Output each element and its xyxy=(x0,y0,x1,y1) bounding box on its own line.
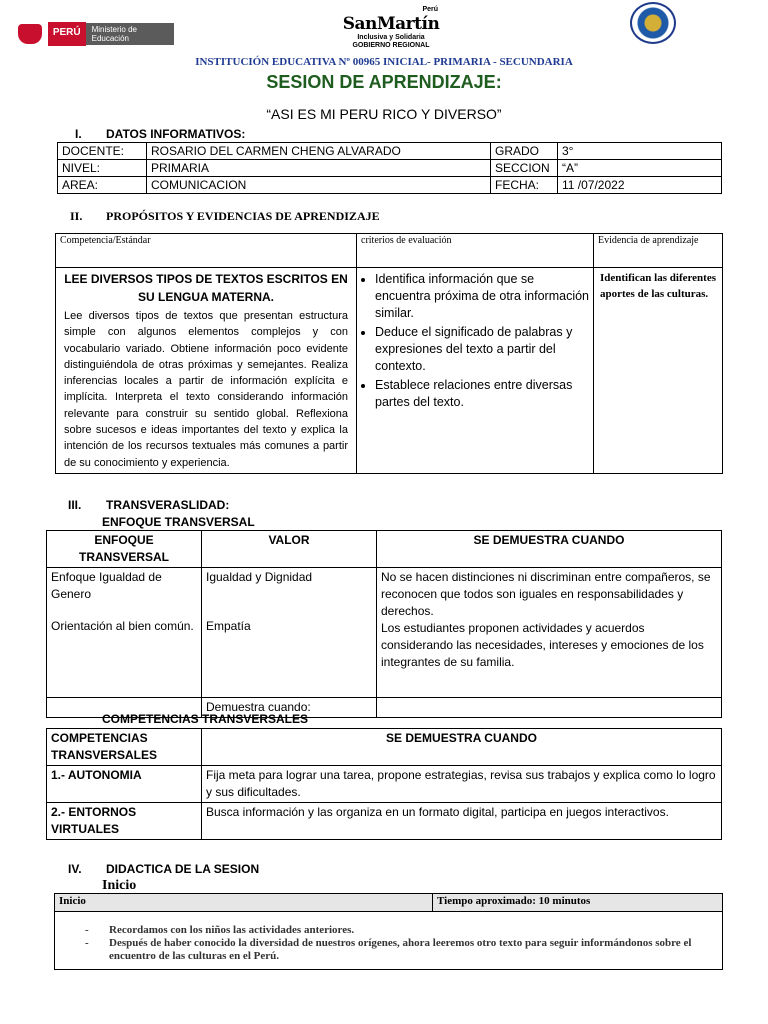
header-valor: VALOR xyxy=(202,531,377,568)
competencia-autonomia-text: Fija meta para lograr una tarea, propone estrategias, revisa sus trabajos y explica como lo logro y sus dificultades. xyxy=(202,766,722,803)
peru-shield-icon xyxy=(14,22,44,46)
competencia-title: LEE DIVERSOS TIPOS DE TEXTOS ESCRITOS EN SU LENGUA MATERNA. xyxy=(64,272,348,304)
criterio-item: • Identifica información que se encuentra próxima de otra información similar. xyxy=(375,271,589,322)
criterios-cell xyxy=(357,268,594,474)
seccion-value: “A” xyxy=(558,160,722,177)
nivel-value: PRIMARIA xyxy=(147,160,491,177)
competencia-entornos-text: Busca información y las organiza en un formato digital, participa en juegos interactivos. xyxy=(202,803,722,840)
valor-1: Igualdad y Dignidad xyxy=(206,570,313,584)
section1-title: DATOS INFORMATIVOS: xyxy=(106,127,246,141)
section4-title: DIDACTICA DE LA SESION xyxy=(106,862,260,876)
header-criterios: criterios de evaluación xyxy=(357,234,594,268)
docente-label: DOCENTE: xyxy=(58,143,147,160)
ministry-label: Ministerio de Educación xyxy=(86,23,174,45)
header-inicio: Inicio xyxy=(55,894,433,912)
section4-subtitle: Inicio xyxy=(102,878,137,893)
valor-cell xyxy=(202,568,377,698)
grado-value: 3° xyxy=(558,143,722,160)
grado-label: GRADO xyxy=(491,143,558,160)
section1-num: I. xyxy=(75,127,82,141)
section3-title: TRANSVERASLIDAD: xyxy=(106,498,230,512)
nivel-label: NIVEL: xyxy=(58,160,147,177)
inicio-item: - Después de haber conocido la diversidad de nuestros orígenes, ahora leeremos otro texto para seguir informándonos sobre el encuentro de las culturas en el Perú. xyxy=(85,937,692,962)
enfoque-2: Orientación al bien común. xyxy=(51,619,194,633)
docente-value: ROSARIO DEL CARMEN CHENG ALVARADO xyxy=(147,143,491,160)
region-logo-tagline: Inclusiva y Solidaria xyxy=(357,34,425,41)
header-evidencia: Evidencia de aprendizaje xyxy=(594,234,723,268)
header-competencia: Competencia/Estándar xyxy=(56,234,357,268)
demuestra-1: No se hacen distinciones ni discriminan entre compañeros, se reconocen que todos son iguales en responsabilidades y derechos. xyxy=(381,570,711,618)
competencia-autonomia: 1.- AUTONOMIA xyxy=(47,766,202,803)
criterio-item: • Establece relaciones entre diversas partes del texto. xyxy=(375,377,589,411)
region-logo-top: Perú xyxy=(422,6,438,13)
propositos-table xyxy=(55,233,723,474)
header-enfoque: ENFOQUE TRANSVERSAL xyxy=(47,531,202,568)
competencia-entornos: 2.- ENTORNOS VIRTUALES xyxy=(47,803,202,840)
competencias-heading: COMPETENCIAS TRANSVERSALES xyxy=(102,712,309,726)
demuestra-label: Demuestra cuando: xyxy=(202,698,377,718)
enfoque-heading: ENFOQUE TRANSVERSAL xyxy=(102,515,255,529)
peru-label: PERÚ xyxy=(48,22,86,46)
header-demuestra: SE DEMUESTRA CUANDO xyxy=(377,531,722,568)
section2-num: II. xyxy=(70,209,83,223)
header-tiempo: Tiempo aproximado: 10 minutos xyxy=(433,894,723,912)
demuestra-2: Los estudiantes proponen actividades y acuerdos considerando las necesidades, intereses y emociones de los integrantes de su familia. xyxy=(381,621,704,669)
inicio-item: - Recordamos con los niños las actividades anteriores. xyxy=(85,924,355,936)
competencias-table xyxy=(46,728,722,840)
competencia-cell xyxy=(56,268,357,474)
header-competencias: COMPETENCIAS TRANSVERSALES xyxy=(47,729,202,766)
inicio-content xyxy=(55,912,723,970)
seccion-label: SECCION xyxy=(491,160,558,177)
section2-title: PROPÓSITOS Y EVIDENCIAS DE APRENDIZAJE xyxy=(106,209,380,223)
didactica-table xyxy=(54,893,723,970)
session-title: SESION DE APRENDIZAJE: xyxy=(266,72,502,92)
session-name: “ASI ES MI PERU RICO Y DIVERSO” xyxy=(266,106,502,122)
region-logo-name: SanMartín xyxy=(342,14,440,34)
datos-table xyxy=(57,142,722,194)
san-martin-logo xyxy=(340,6,442,50)
section4-num: IV. xyxy=(68,862,82,876)
enfoque-table xyxy=(46,530,722,718)
enfoque-cell xyxy=(47,568,202,698)
section3-num: III. xyxy=(68,498,82,512)
valor-2: Empatía xyxy=(206,619,251,633)
criterio-item: • Deduce el significado de palabras y expresiones del texto a partir del contexto. xyxy=(375,324,589,375)
ministry-logo xyxy=(14,20,174,48)
fecha-label: FECHA: xyxy=(491,177,558,194)
header-comp-demuestra: SE DEMUESTRA CUANDO xyxy=(202,729,722,766)
demuestra-cell xyxy=(377,568,722,698)
region-logo-sub: GOBIERNO REGIONAL xyxy=(352,42,430,49)
fecha-value: 11 /07/2022 xyxy=(558,177,722,194)
evidencia-cell: Identifican las diferentes aportes de las culturas. xyxy=(594,268,723,474)
area-label: AREA: xyxy=(58,177,147,194)
institution-name: INSTITUCIÓN EDUCATIVA Nº 00965 INICIAL- PRIMARIA - SECUNDARIA xyxy=(195,56,573,68)
enfoque-1: Enfoque Igualdad de Genero xyxy=(51,570,162,601)
area-value: COMUNICACION xyxy=(147,177,491,194)
competencia-text: Lee diversos tipos de textos que presentan estructura simple con algunos elementos complejos y con vocabulario variado. Obtiene información poco evidente distinguiéndola de otras próximas y semejantes. Realiza inferencias locales a partir de información explícita e implícita. Interpreta el texto considerando información relevante para construir su sentido global. Reflexiona sobre sucesos e ideas importantes del texto y explica la intención de los recursos textuales más comunes a partir de su conocimiento y experiencia. xyxy=(64,310,348,469)
school-seal-icon xyxy=(630,2,676,44)
